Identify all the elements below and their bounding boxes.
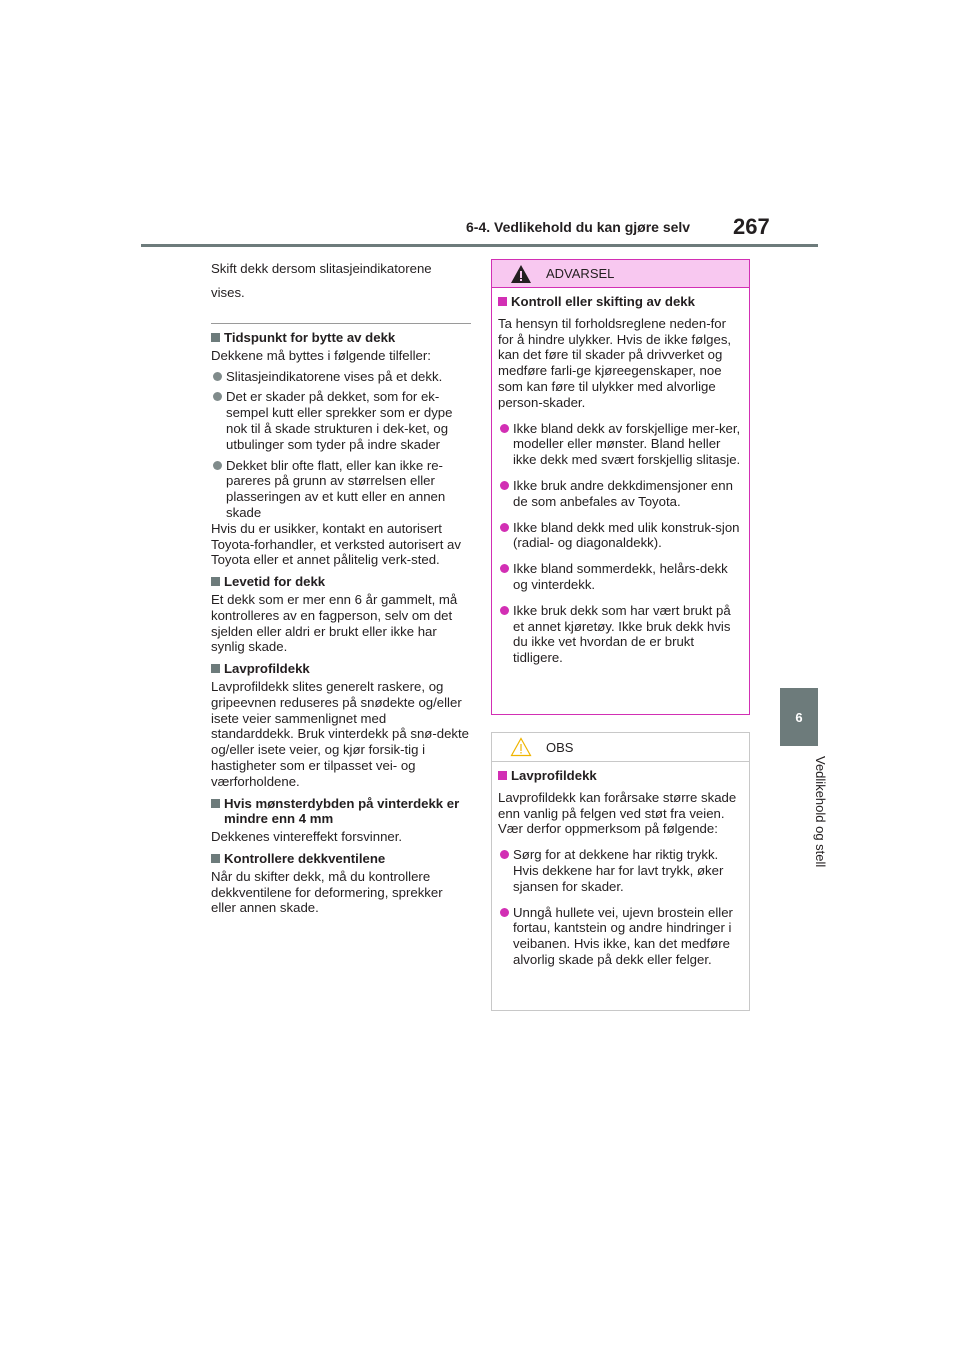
warning-triangle-icon xyxy=(510,264,532,284)
section-heading xyxy=(211,661,471,677)
bullet-icon xyxy=(213,372,222,381)
paragraph: Lavprofildekk kan forårsake større skade enn vanlig på felgen ved støt fra veien. Vær derfor oppmerksom på følgende: xyxy=(498,789,737,837)
notice-title: OBS xyxy=(546,739,574,755)
list-item xyxy=(498,905,743,968)
list-item-text: Ikke bland sommerdekk, helårs-dekk og vinterdekk. xyxy=(513,561,728,592)
warning-heading xyxy=(498,294,743,310)
chapter-tab xyxy=(780,688,818,746)
section-heading xyxy=(211,851,471,867)
square-marker-icon xyxy=(211,664,220,673)
notice-heading xyxy=(498,768,743,784)
warning-box xyxy=(491,259,750,715)
warning-body xyxy=(492,288,749,666)
divider xyxy=(211,323,471,324)
list-item xyxy=(498,421,743,468)
list-item xyxy=(498,478,743,510)
square-marker-icon xyxy=(211,799,220,808)
left-column xyxy=(211,257,471,916)
section-heading xyxy=(211,574,471,590)
list-item-text: Det er skader på dekket, som for ek-sempel kutt eller sprekker som er dype nok til å skade strukturen i dek-ket, og utbulinger som tyder på indre skader xyxy=(226,389,453,452)
section-heading xyxy=(211,796,471,828)
paragraph: Ta hensyn til forholdsreglene neden-for for å hindre ulykker. Hvis de ikke følges, kan det føre til skader på drivverket og medføre farli-ge kjøreegenskaper, noe som kan føre til ulykker med alvorlige person-skader. xyxy=(498,315,732,410)
list-item-text: Ikke bland dekk med ulik konstruk-sjon (radial- og diagonaldekk). xyxy=(513,519,740,551)
section-title: 6-4. Vedlikehold du kan gjøre selv xyxy=(466,219,691,235)
bullet-icon xyxy=(500,908,509,917)
paragraph: Hvis du er usikker, kontakt en autorisert Toyota-forhandler, et verksted autorisert av Toyota eller et annet pålitelig verk-sted. xyxy=(211,520,461,568)
list-item-text: Unngå hullete vei, ujevn brostein eller fortau, kantstein og andre hindringer i veibanen. Hvis ikke, kan det medføre alvorlig skade på dekk eller felger. xyxy=(513,904,733,967)
caution-triangle-icon xyxy=(510,737,532,757)
paragraph: Et dekk som er mer enn 6 år gammelt, må kontrolleres av en fagperson, selv om det sjelden eller aldri er brukt eller ikke har synlig skade. xyxy=(211,591,458,655)
intro-line-2: vises. xyxy=(211,285,245,300)
list-item xyxy=(211,369,471,385)
bullet-icon xyxy=(500,564,509,573)
list-item-text: Sørg for at dekkene har riktig trykk. Hvis dekkene har for lavt trykk, øker sjansen for skader. xyxy=(513,847,724,894)
square-marker-icon xyxy=(211,854,220,863)
notice-body xyxy=(492,762,749,968)
list-item xyxy=(498,561,743,593)
square-marker-icon xyxy=(498,771,507,780)
bullet-icon xyxy=(500,481,509,490)
heading-text: Tidspunkt for bytte av dekk xyxy=(224,330,396,345)
square-marker-icon xyxy=(211,577,220,586)
heading-text: Levetid for dekk xyxy=(224,574,326,590)
intro-line-1: Skift dekk dersom slitasjeindikatorene xyxy=(211,261,432,276)
bullet-icon xyxy=(213,392,222,401)
chapter-label xyxy=(812,756,832,956)
paragraph: Dekkenes vintereffekt forsvinner. xyxy=(211,829,403,845)
square-marker-icon xyxy=(211,333,220,342)
header-rule xyxy=(141,244,818,247)
bullet-icon xyxy=(500,523,509,532)
paragraph: Dekkene må byttes i følgende tilfeller: xyxy=(211,347,431,363)
heading-text: Hvis mønsterdybden på vinterdekk er mindre enn 4 mm xyxy=(224,795,460,827)
list-item xyxy=(498,603,743,666)
heading-text: Lavprofildekk xyxy=(511,768,597,783)
heading-text: Kontroll eller skifting av dekk xyxy=(511,294,695,309)
bullet-icon xyxy=(500,850,509,859)
list-item xyxy=(498,847,743,894)
list-item xyxy=(211,458,471,521)
list-item xyxy=(498,520,743,552)
list-item-text: Dekket blir ofte flatt, eller kan ikke re-pareres på grunn av størrelsen eller plasseringen av et kutt eller en annen skade xyxy=(226,457,446,520)
page-number: 267 xyxy=(733,214,770,239)
paragraph: Når du skifter dekk, må du kontrollere dekkventilene for deformering, sprekker eller annen skade. xyxy=(211,868,443,916)
notice-box xyxy=(491,732,750,1011)
chapter-label-text: Vedlikehold og stell xyxy=(813,756,828,868)
list-item-text: Ikke bland dekk av forskjellige mer-ker, modeller eller mønster. Bland heller ikke dekk med svært forskjellig slitasje. xyxy=(513,420,741,468)
bullet-icon xyxy=(213,461,222,470)
bullet-icon xyxy=(500,424,509,433)
warning-header xyxy=(492,260,749,288)
section-heading xyxy=(211,330,471,346)
heading-text: Lavprofildekk xyxy=(224,661,310,677)
list-item-text: Ikke bruk dekk som har vært brukt på et annet kjøretøy. Ikke bruk dekk hvis du ikke vet hvordan de er brukt tidligere. xyxy=(513,602,731,666)
paragraph: Lavprofildekk slites generelt raskere, og gripeevnen reduseres på snødekte og/eller isete veier sammenlignet med standarddekk. Bruk vinterdekk på snø-dekte og/eller isete veier, og kjør forsik-tig i hastigheter som er tilpasset vei- og værforholdene. xyxy=(211,678,470,789)
warning-title: ADVARSEL xyxy=(546,266,615,281)
list-item xyxy=(211,389,471,452)
list-item-text: Slitasjeindikatorene vises på et dekk. xyxy=(226,368,443,384)
bullet-icon xyxy=(500,606,509,615)
notice-header xyxy=(492,733,749,762)
square-marker-icon xyxy=(498,297,507,306)
chapter-number: 6 xyxy=(795,709,803,725)
heading-text: Kontrollere dekkventilene xyxy=(224,850,386,866)
list-item-text: Ikke bruk andre dekkdimensjoner enn de som anbefales av Toyota. xyxy=(513,477,733,509)
